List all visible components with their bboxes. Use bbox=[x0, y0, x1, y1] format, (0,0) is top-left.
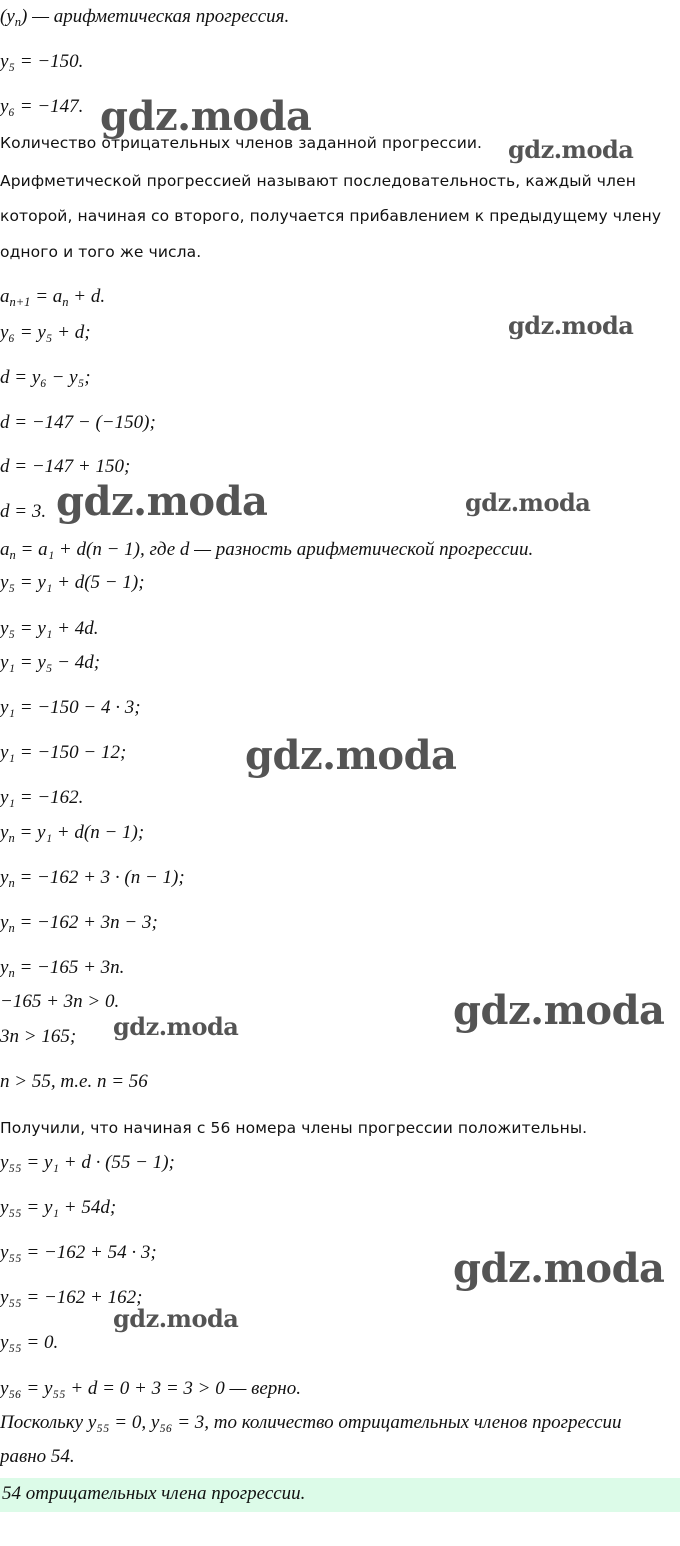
line-02: y₅ = −150. bbox=[0, 51, 84, 72]
watermark: gdz.moda bbox=[113, 1304, 239, 1333]
line-09: y₆ = y₅ + d; bbox=[0, 322, 91, 343]
line-31: y₅₅ = −162 + 54 · 3; bbox=[0, 1242, 157, 1263]
line-22: $y_n = -162 + 3 \cdot (n - 1)$; bbox=[0, 867, 185, 890]
line-26: 3n > 165; bbox=[0, 1026, 77, 1047]
line-34: y₅₆ = y₅₅ + d = 0 + 3 = 3 > 0 — верно. bbox=[0, 1378, 301, 1399]
line-35: Поскольку y₅₅ = 0, y₅₆ = 3, то количество отрицательных членов прогрессии bbox=[0, 1412, 622, 1433]
line-08: $a_{n+1} = a_n + d$. bbox=[0, 286, 106, 309]
line-16: y₅ = y₁ + 4d. bbox=[0, 618, 99, 639]
line-21: $y_n = y_1 + d(n - 1)$; bbox=[0, 822, 145, 845]
line-32: y₅₅ = −162 + 162; bbox=[0, 1287, 143, 1308]
line-25: −165 + 3n > 0. bbox=[0, 991, 120, 1012]
watermark: gdz.moda bbox=[465, 488, 591, 517]
line-28: Получили, что начиная с 56 номера члены прогрессии положительны. bbox=[0, 1119, 588, 1137]
watermark: gdz.moda bbox=[100, 93, 312, 140]
line-20: y₁ = −162. bbox=[0, 787, 84, 808]
line-27: n > 55, т.е. n = 56 bbox=[0, 1071, 148, 1092]
watermark: gdz.moda bbox=[508, 311, 634, 340]
line-10: d = y₆ − y₅; bbox=[0, 367, 91, 388]
line-07: одного и того же числа. bbox=[0, 243, 202, 261]
watermark: gdz.moda bbox=[508, 135, 634, 164]
line-05: Арифметической прогрессией называют последовательность, каждый член bbox=[0, 172, 636, 190]
line-04: Количество отрицательных членов заданной прогрессии. bbox=[0, 134, 483, 152]
line-24: $y_n = -165 + 3n$. bbox=[0, 957, 125, 980]
line-36: равно 54. bbox=[0, 1446, 75, 1467]
watermark: gdz.moda bbox=[453, 1245, 665, 1292]
line-17: y₁ = y₅ − 4d; bbox=[0, 652, 101, 673]
line-30: y₅₅ = y₁ + 54d; bbox=[0, 1197, 117, 1218]
line-29: y₅₅ = y₁ + d · (55 − 1); bbox=[0, 1152, 175, 1173]
line-33: y₅₅ = 0. bbox=[0, 1332, 59, 1353]
watermark: gdz.moda bbox=[453, 987, 665, 1034]
line-23: $y_n = -162 + 3n - 3$; bbox=[0, 912, 158, 935]
line-18: y₁ = −150 − 4 · 3; bbox=[0, 697, 141, 718]
line-13: d = 3. bbox=[0, 501, 47, 522]
watermark: gdz.moda bbox=[245, 732, 457, 779]
answer-text: 54 отрицательных члена прогрессии. bbox=[2, 1483, 306, 1504]
line-01: $(y_n)$ — арифметическая прогрессия. bbox=[0, 6, 290, 29]
watermark: gdz.moda bbox=[113, 1012, 239, 1041]
answer-box bbox=[0, 1478, 680, 1512]
line-03: y₆ = −147. bbox=[0, 96, 84, 117]
line-11: d = −147 − (−150); bbox=[0, 412, 156, 433]
line-19: y₁ = −150 − 12; bbox=[0, 742, 127, 763]
line-14: $a_n = a_1 + d(n - 1)$, где d — разность арифметической прогрессии. bbox=[0, 539, 534, 562]
watermark: gdz.moda bbox=[56, 478, 268, 525]
line-12: d = −147 + 150; bbox=[0, 456, 131, 477]
line-15: y₅ = y₁ + d(5 − 1); bbox=[0, 572, 145, 593]
line-06: которой, начиная со второго, получается прибавлением к предыдущему члену bbox=[0, 207, 662, 225]
